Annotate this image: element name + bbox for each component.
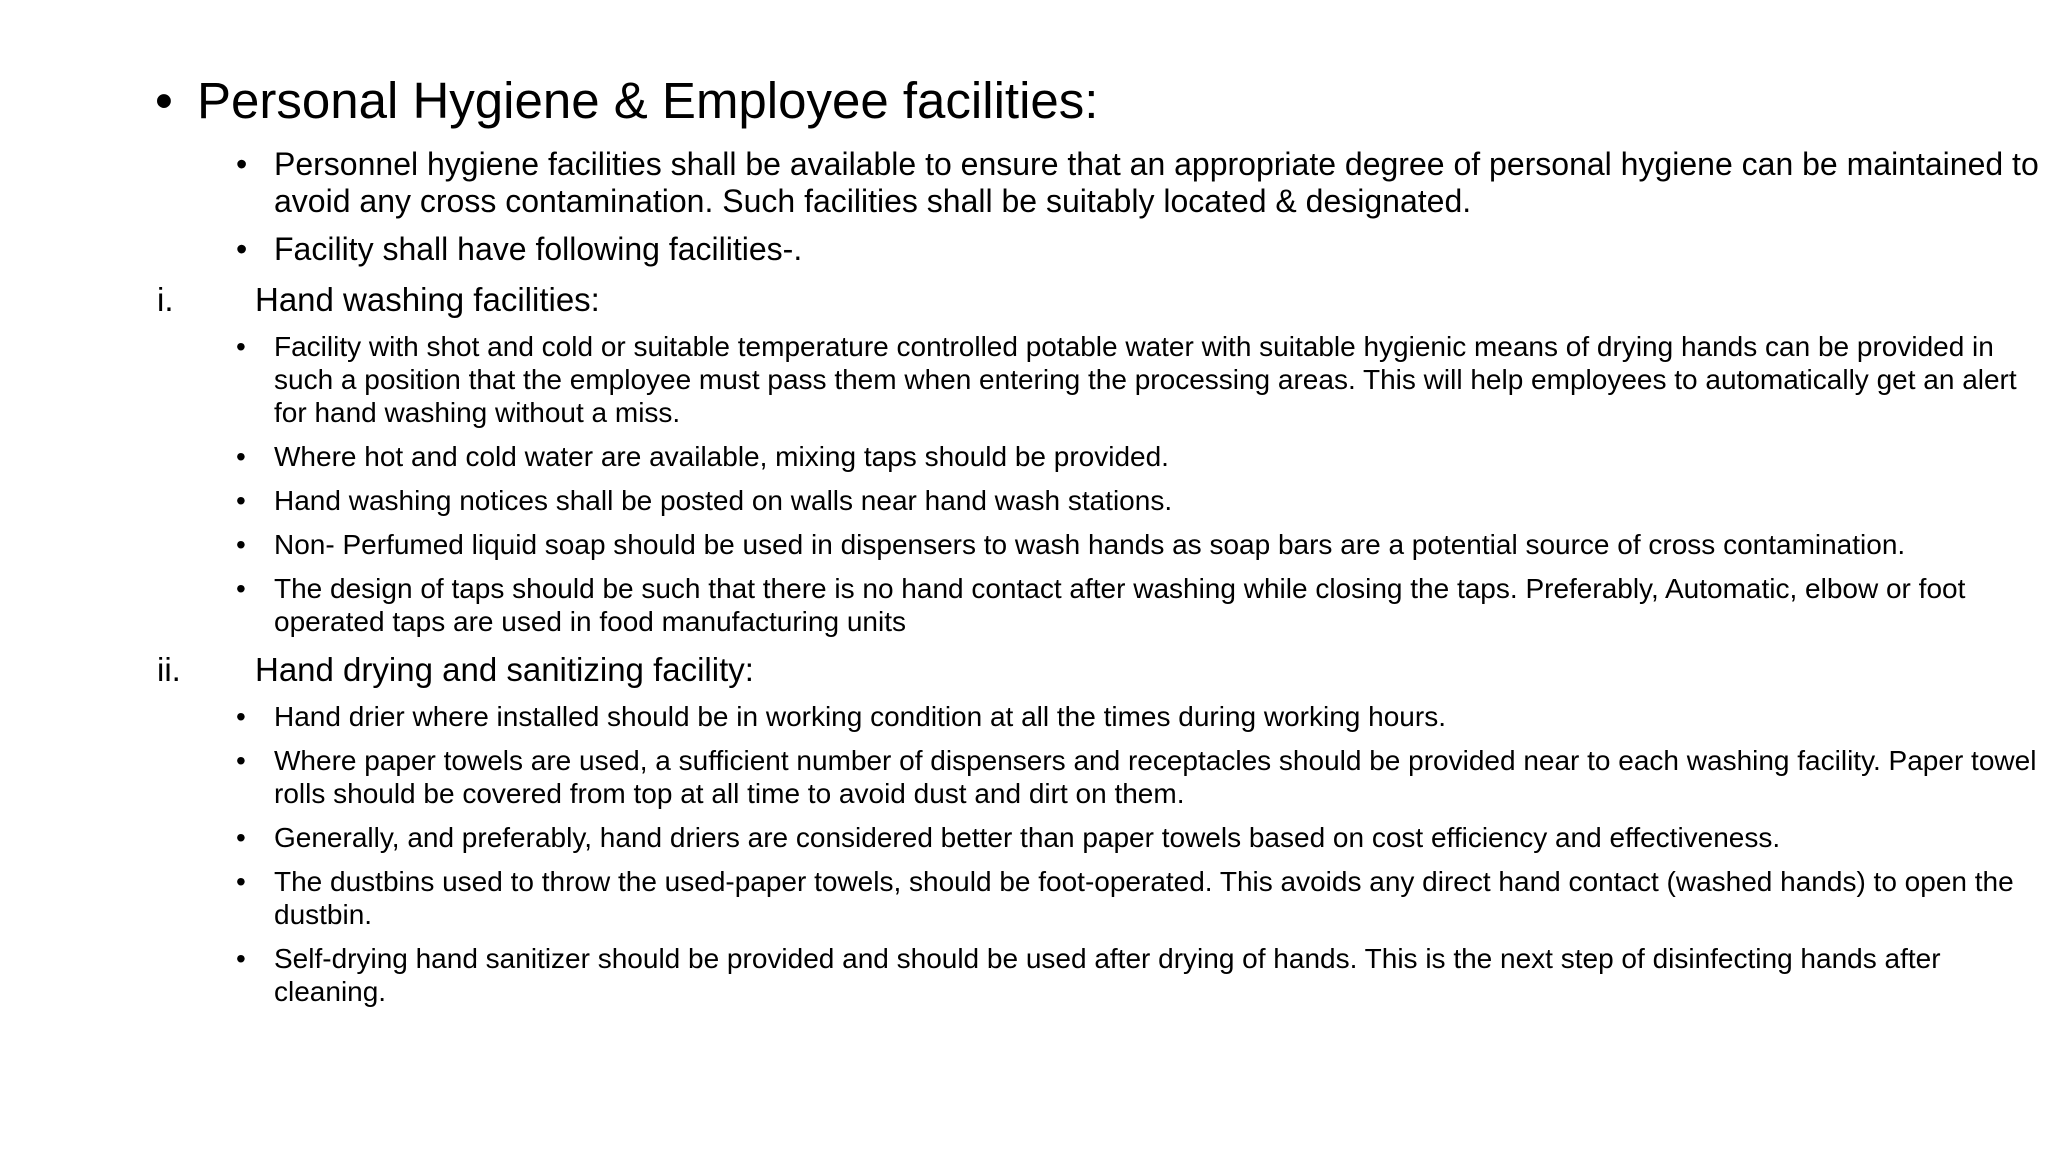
list-item [0,821,2048,854]
section-numeral: i. [157,281,174,318]
list-item-text: Facility with shot and cold or suitable temperature controlled potable water with suitable hygienic means of drying hands can be provided in such a position that the employee must pass them when entering the processing areas. This will help employees to automatically get an alert for hand washing without a miss. [274,331,2017,428]
bullet-marker: • [236,943,246,974]
bullet-marker: • [236,573,246,604]
list-item-text: Hand drier where installed should be in working condition at all the times during working hours. [274,701,1446,732]
list-item [0,330,2048,429]
list-item-text: Where paper towels are used, a sufficient number of dispensers and receptacles should be provided near to each washing facility. Paper towel rolls should be covered from top at all time to avoid dust and dirt on them. [274,745,2037,809]
bullet-marker: • [236,231,248,267]
list-item-text: Hand washing notices shall be posted on walls near hand wash stations. [274,485,1173,516]
list-item [0,440,2048,473]
bullet-marker: • [236,529,246,560]
section-heading [0,280,2048,320]
slide-body [0,146,2048,1008]
bullet-marker: • [236,331,246,362]
list-item [0,528,2048,561]
list-item-text: Self-drying hand sanitizer should be provided and should be used after drying of hands. This is the next step of disinfecting hands after cleaning. [274,943,1941,1007]
list-item-text: The dustbins used to throw the used-paper towels, should be foot-operated. This avoids any direct hand contact (washed hands) to open the dustbin. [274,866,2014,930]
bullet-marker: • [236,441,246,472]
list-item [0,572,2048,638]
section-numeral: ii. [157,651,181,688]
section-heading-text: Hand washing facilities: [255,281,600,318]
bullet-marker: • [236,701,246,732]
bullet-marker: • [236,485,246,516]
intro-item-text: Facility shall have following facilities-. [274,231,803,267]
title-text: Personal Hygiene & Employee facilities: [197,72,1099,129]
list-item [0,744,2048,810]
list-item [0,484,2048,517]
title-bullet: • [155,72,173,129]
list-item [0,700,2048,733]
bullet-marker: • [236,822,246,853]
list-item-text: Non- Perfumed liquid soap should be used in dispensers to wash hands as soap bars are a potential source of cross contamination. [274,529,1906,560]
slide-title [155,70,1098,132]
list-item-text: The design of taps should be such that there is no hand contact after washing while closing the taps. Preferably, Automatic, elbow or foot operated taps are used in food manufacturing units [274,573,1966,637]
list-item-text: Generally, and preferably, hand driers are considered better than paper towels based on cost efficiency and effectiveness. [274,822,1781,853]
list-item [0,942,2048,1008]
intro-item-text: Personnel hygiene facilities shall be available to ensure that an appropriate degree of personal hygiene can be maintained to avoid any cross contamination. Such facilities shall be suitably located & designated. [274,146,2039,219]
list-item-text: Where hot and cold water are available, mixing taps should be provided. [274,441,1169,472]
bullet-marker: • [236,146,248,182]
section-heading-text: Hand drying and sanitizing facility: [255,651,754,688]
bullet-marker: • [236,745,246,776]
list-item [0,865,2048,931]
intro-item [0,146,2048,220]
section-heading [0,650,2048,690]
intro-item [0,231,2048,268]
bullet-marker: • [236,866,246,897]
